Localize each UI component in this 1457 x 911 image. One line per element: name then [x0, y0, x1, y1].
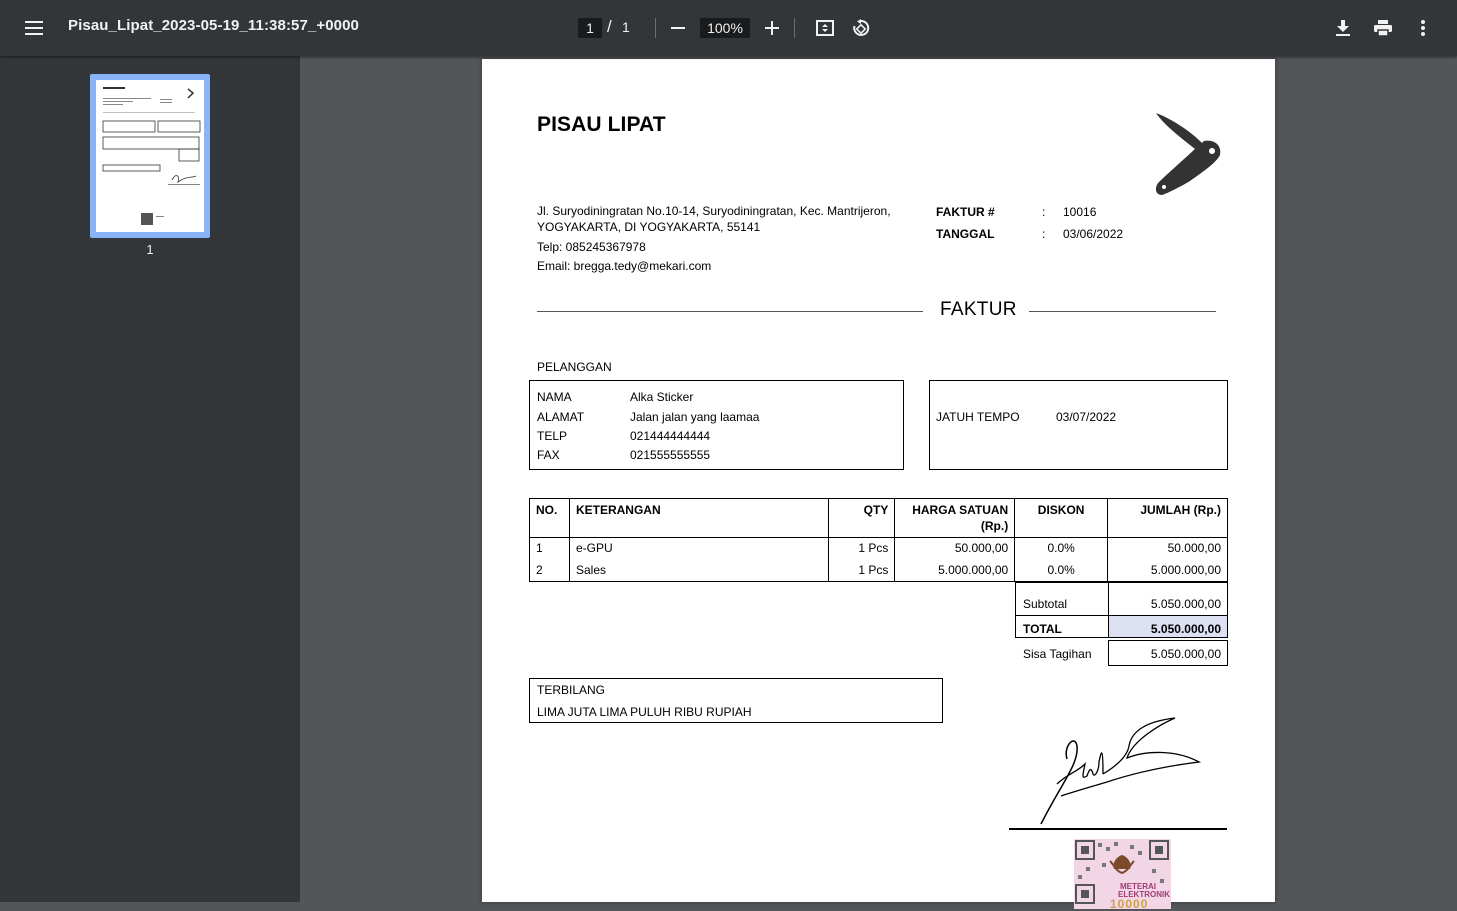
- customer-name-label: NAMA: [537, 390, 572, 404]
- table-row: [530, 560, 1228, 582]
- company-address-line1: Jl. Suryodiningratan No.10-14, Suryodiningratan, Kec. Mantrijeron,: [537, 204, 891, 218]
- electronic-stamp: [1074, 839, 1171, 909]
- menu-icon[interactable]: [18, 12, 50, 44]
- stamp-value: 10000: [1110, 897, 1149, 911]
- customer-phone-label: TELP: [537, 429, 568, 443]
- items-table: [529, 498, 1228, 582]
- pdf-page: [482, 59, 1275, 911]
- pdf-toolbar: [0, 0, 1457, 56]
- table-row: [530, 538, 1228, 560]
- item-discount: 0.0%: [1015, 560, 1108, 582]
- rotate-icon[interactable]: [845, 12, 877, 44]
- subtotal-value: 5.050.000,00: [1150, 597, 1221, 611]
- item-discount: 0.0%: [1015, 538, 1108, 560]
- column-header-description: KETERANGAN: [569, 499, 828, 538]
- item-amount: 5.000.000,00: [1108, 560, 1228, 582]
- customer-fax: 021555555555: [630, 448, 711, 462]
- divider-line: [537, 311, 923, 312]
- item-no: 2: [530, 560, 570, 582]
- balance-value: 5.050.000,00: [1150, 647, 1221, 661]
- due-date-label: JATUH TEMPO: [936, 410, 1020, 424]
- print-icon[interactable]: [1367, 12, 1399, 44]
- more-options-icon[interactable]: [1407, 12, 1439, 44]
- stamp-label: METERAI ELEKTRONIK: [1118, 882, 1170, 899]
- table-header-row: [530, 499, 1228, 538]
- zoom-level-input[interactable]: 100%: [700, 18, 750, 38]
- company-name: PISAU LIPAT: [537, 113, 666, 136]
- company-address-line2: YOGYAKARTA, DI YOGYAKARTA, 55141: [537, 220, 761, 234]
- customer-phone: 021444444444: [630, 429, 711, 443]
- colon: :: [1042, 205, 1046, 219]
- column-header-amount: JUMLAH (Rp.): [1108, 499, 1228, 538]
- item-no: 1: [530, 538, 570, 560]
- invoice-number: 10016: [1063, 205, 1097, 219]
- item-qty: 1 Pcs: [829, 560, 895, 582]
- balance-label: Sisa Tagihan: [1023, 647, 1092, 661]
- total-value: 5.050.000,00: [1150, 622, 1221, 636]
- toolbar-divider: [794, 18, 795, 38]
- item-description: e-GPU: [569, 538, 828, 560]
- customer-box: [529, 380, 904, 470]
- company-phone: Telp: 085245367978: [537, 240, 646, 254]
- thumbnail-preview: [96, 80, 204, 232]
- total-label: TOTAL: [1023, 622, 1062, 636]
- invoice-number-label: FAKTUR #: [936, 205, 995, 219]
- knife-logo-icon: [1150, 109, 1226, 197]
- due-date-box: [929, 380, 1228, 470]
- toolbar-divider: [655, 18, 656, 38]
- amount-in-words-label: TERBILANG: [537, 683, 606, 697]
- invoice-date-label: TANGGAL: [936, 227, 995, 241]
- page-number-input[interactable]: 1: [578, 18, 602, 38]
- customer-address-label: ALAMAT: [537, 410, 585, 424]
- page-separator: /: [607, 17, 612, 36]
- fit-to-page-icon[interactable]: [809, 12, 841, 44]
- invoice-title: FAKTUR: [940, 299, 1017, 320]
- page-thumbnail[interactable]: [90, 74, 210, 238]
- invoice-date: 03/06/2022: [1063, 227, 1124, 241]
- item-qty: 1 Pcs: [829, 538, 895, 560]
- divider-line: [1029, 311, 1216, 312]
- page-count: 1: [622, 19, 630, 35]
- zoom-out-icon[interactable]: [662, 12, 694, 44]
- signature: [1037, 714, 1207, 829]
- item-description: Sales: [569, 560, 828, 582]
- customer-address: Jalan jalan yang laamaa: [630, 410, 760, 424]
- column-header-qty: QTY: [829, 499, 895, 538]
- thumbnail-page-number: 1: [146, 242, 154, 257]
- zoom-in-icon[interactable]: [756, 12, 788, 44]
- company-email: Email: bregga.tedy@mekari.com: [537, 259, 712, 273]
- item-amount: 50.000,00: [1108, 538, 1228, 560]
- customer-fax-label: FAX: [537, 448, 560, 462]
- thumbnail-sidebar: [0, 56, 300, 902]
- column-header-unit-price: HARGA SATUAN (Rp.): [895, 499, 1015, 538]
- customer-heading: PELANGGAN: [537, 360, 612, 374]
- amount-in-words: LIMA JUTA LIMA PULUH RIBU RUPIAH: [537, 705, 752, 719]
- due-date: 03/07/2022: [1056, 410, 1117, 424]
- item-price: 5.000.000,00: [895, 560, 1015, 582]
- customer-name: Alka Sticker: [630, 390, 694, 404]
- download-icon[interactable]: [1327, 12, 1359, 44]
- column-header-discount: DISKON: [1015, 499, 1108, 538]
- subtotal-label: Subtotal: [1023, 597, 1068, 611]
- colon: :: [1042, 227, 1046, 241]
- column-header-no: NO.: [530, 499, 570, 538]
- item-price: 50.000,00: [895, 538, 1015, 560]
- document-title: Pisau_Lipat_2023-05-19_11:38:57_+0000: [68, 17, 359, 34]
- signature-line: [1009, 828, 1227, 830]
